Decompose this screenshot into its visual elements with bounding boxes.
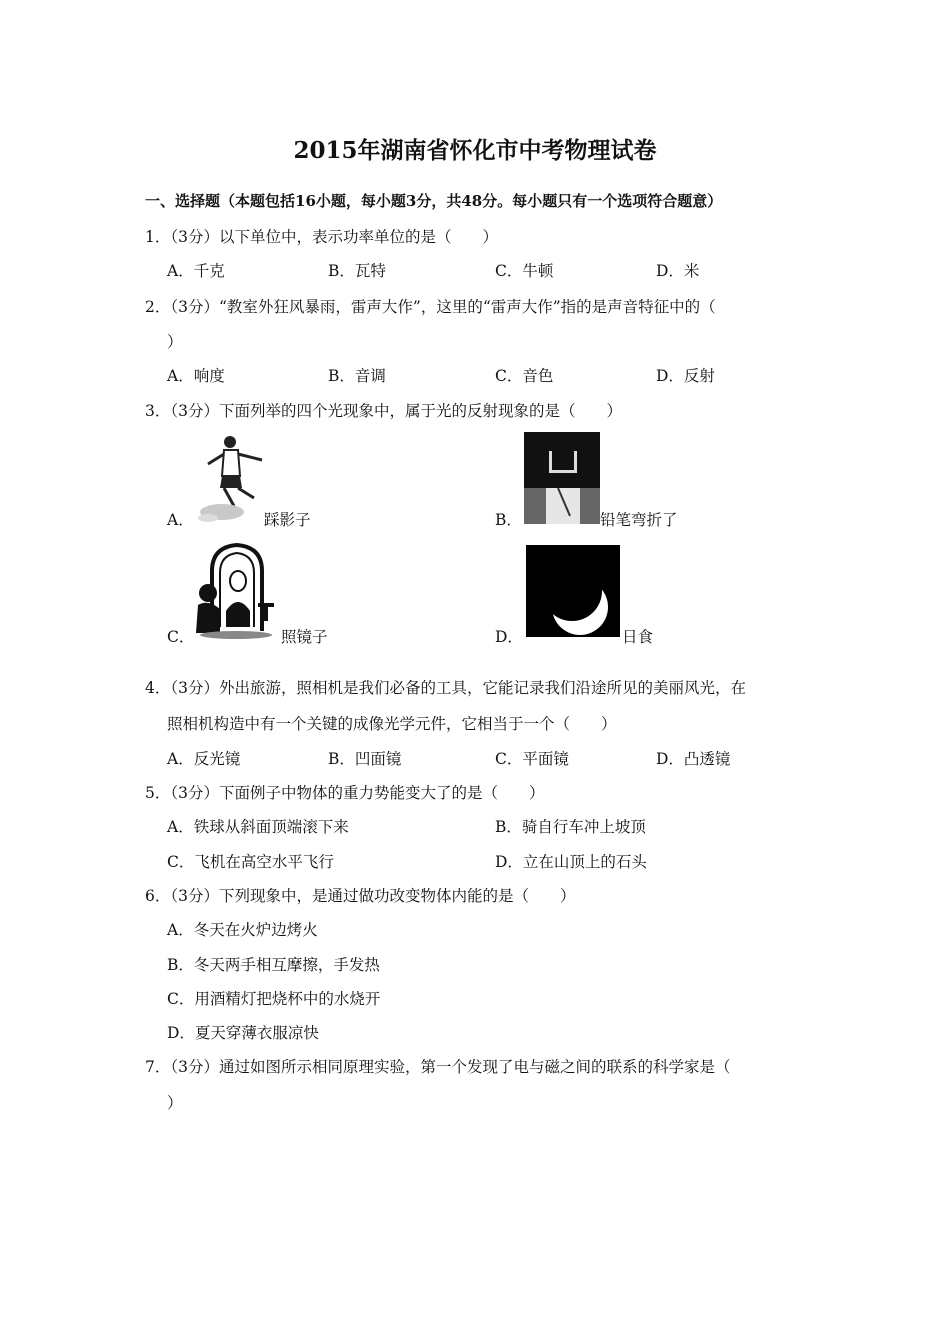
q6-option-b: B．冬天两手相互摩擦，手发热 [167,956,380,974]
q7-stem: 7．（3分）通过如图所示相同原理实验，第一个发现了电与磁之间的联系的科学家是（ [145,1058,731,1076]
q4-stem-cont: 照相机构造中有一个关键的成像光学元件，它相当于一个（ ） [167,715,617,733]
q7-stem-cont: ） [167,1094,183,1112]
q6-option-c: C．用酒精灯把烧杯中的水烧开 [167,990,381,1008]
q1-stem: 1．（3分）以下单位中，表示功率单位的是（ ） [145,228,498,246]
q2-stem: 2．（3分）“教室外狂风暴雨，雷声大作”，这里的“雷声大作”指的是声音特征中的（ [145,298,716,316]
q1-option-d: D．米 [656,262,700,280]
q3-option-d-letter: D． [495,628,523,646]
q5-option-a: A．铁球从斜面顶端滚下来 [167,818,349,836]
eclipse-image [526,545,620,637]
q4-option-c: C．平面镜 [495,750,569,768]
q2-option-a: A．响度 [167,367,225,385]
shadow-figure-image [194,432,266,526]
q5-option-b: B．骑自行车冲上坡顶 [495,818,646,836]
q1-option-b: B．瓦特 [328,262,386,280]
q5-stem: 5．（3分）下面例子中物体的重力势能变大了的是（ ） [145,784,545,802]
q6-stem: 6．（3分）下列现象中，是通过做功改变物体内能的是（ ） [145,887,576,905]
q5-option-d: D．立在山顶上的石头 [495,853,647,871]
section-heading: 一、选择题（本题包括16小题，每小题3分，共48分。每小题只有一个选项符合题意） [145,192,723,210]
q3-option-c-text: 照镜子 [281,628,328,646]
q4-stem: 4．（3分）外出旅游，照相机是我们必备的工具，它能记录我们沿途所见的美丽风光，在 [145,679,746,697]
q3-option-c-letter: C． [167,628,195,646]
mirror-image [194,541,280,639]
q2-option-c: C．音色 [495,367,554,385]
q4-option-d: D．凸透镜 [656,750,731,768]
q3-stem: 3．（3分）下面列举的四个光现象中，属于光的反射现象的是（ ） [145,402,622,420]
q4-option-b: B．凹面镜 [328,750,402,768]
q6-option-a: A．冬天在火炉边烤火 [167,921,318,939]
bent-pencil-image [524,432,600,524]
q6-option-d: D．夏天穿薄衣服凉快 [167,1024,319,1042]
q3-option-b-letter: B． [495,511,522,529]
q4-option-a: A．反光镜 [167,750,241,768]
q3-option-b-text: 铅笔弯折了 [600,511,678,529]
q3-option-a-text: 踩影子 [264,511,311,529]
q3-option-a-letter: A． [167,511,194,529]
q2-option-d: D．反射 [656,367,715,385]
page-title: 2015年湖南省怀化市中考物理试卷 [293,137,657,164]
q2-option-b: B．音调 [328,367,386,385]
q5-option-c: C．飞机在高空水平飞行 [167,853,334,871]
q1-option-c: C．牛顿 [495,262,554,280]
q1-option-a: A．千克 [167,262,225,280]
q3-option-d-text: 日食 [622,628,654,646]
q2-stem-cont: ） [167,333,183,351]
